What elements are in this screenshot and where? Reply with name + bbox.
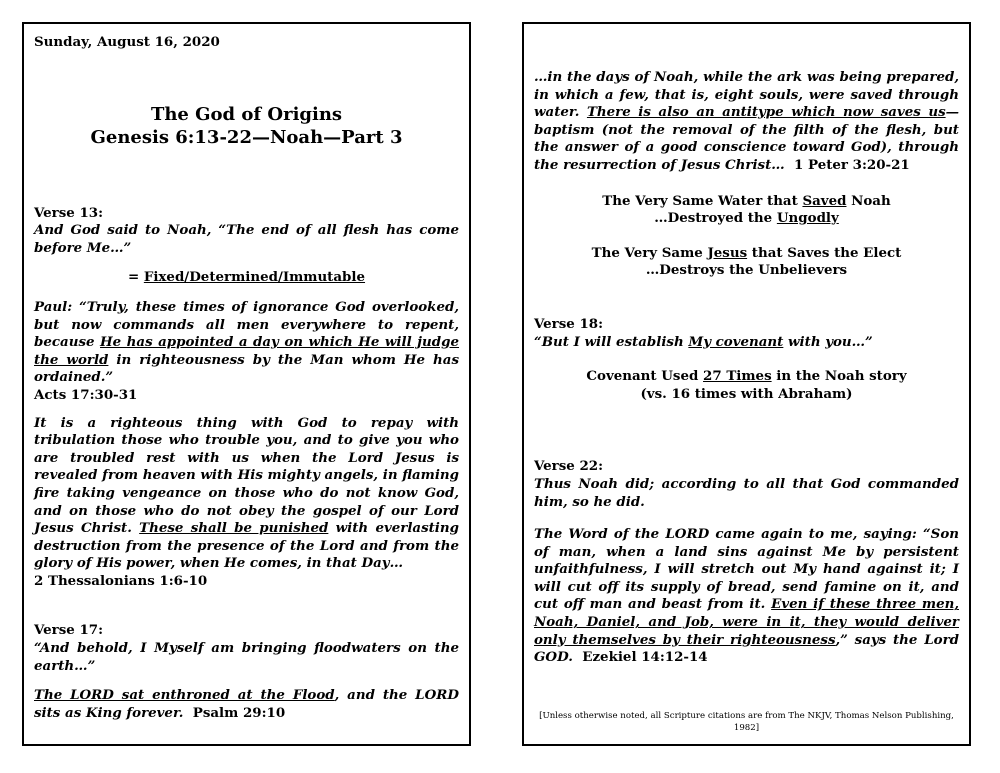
paul-text-b: in righteousness by the Man whom He has ordained.”	[34, 351, 459, 386]
right-page	[522, 22, 971, 746]
fixed-line	[34, 269, 459, 287]
destroyed-line	[534, 210, 959, 228]
peter-text-underlined: There is also an antitype which now saves us	[586, 104, 946, 121]
footer-note: [Unless otherwise noted, all Scripture citations are from The NKJV, Thomas Nelson Publishing, 1982]	[539, 711, 954, 733]
covenant-line	[534, 368, 959, 386]
verse-13-text: And God said to Noah, “The end of all flesh has come before Me…”	[34, 222, 459, 256]
water-text-a: The Very Same Water that	[602, 192, 803, 209]
thess-text-underlined: These shall be punished	[139, 520, 329, 537]
psalm-quote	[34, 687, 459, 722]
covenant-text-underlined: 27 Times	[703, 368, 772, 385]
jesus-text-b: that Saves the Elect	[747, 244, 902, 261]
water-text-underlined: Saved	[802, 192, 847, 209]
covenant-text-b: in the Noah story	[771, 368, 907, 385]
date-line: Sunday, August 16, 2020	[34, 34, 220, 50]
psalm-reference: Psalm 29:10	[192, 704, 286, 721]
left-page-content	[34, 34, 459, 722]
jesus-text-underlined: Jesus	[707, 244, 748, 261]
peter-text-b: —baptism (not the removal of the filth of the flesh, but the answer of a good conscience toward God), through the resurrection of Jesus Christ…	[534, 104, 959, 173]
psalm-text-b: , and the LORD sits as King forever.	[34, 687, 459, 721]
covenant-line-2: (vs. 16 times with Abraham)	[640, 385, 853, 402]
acts-reference: Acts 17:30-31	[34, 386, 138, 403]
thess-text-a: It is a righteous thing with God to repay with tribulation those who trouble you, and to give you who are troubled rest with us when the Lord Jesus is revealed from heaven with His mighty angels, in flaming fire taking vengeance on those who do not know God, and on those who do not obey the gospel of our Lord Jesus Christ.	[34, 414, 460, 537]
peter-text-a: …in the days of Noah, while the ark was being prepared, in which a few, that is, eight souls, were saved through water.	[534, 69, 959, 121]
verse-22-label: Verse 22:	[534, 458, 604, 475]
title-line-1: The God of Origins	[150, 103, 343, 125]
destroyed-text-a: …Destroyed the	[654, 210, 777, 227]
ezekiel-text-a: The Word of the LORD came again to me, saying: “Son of man, when a land sins against Me by persistent unfaithfulness, I will stretch out My hand against it; I will cut off its supply of bread, send famine on it, and cut off man and beast from it.	[534, 526, 959, 613]
verse-17-text: “And behold, I Myself am bringing floodwaters on the earth…”	[34, 640, 459, 674]
ezekiel-text-underlined: Even if these three men, Noah, Daniel, and Job, were in it, they would deliver only themselves by their righteousness	[534, 596, 959, 648]
ezekiel-quote	[534, 526, 959, 667]
covenant-text-a: Covenant Used	[586, 368, 704, 385]
v18-text-b: with you…”	[783, 333, 873, 350]
right-page-content	[534, 34, 959, 667]
peter-quote	[534, 69, 959, 175]
v18-text-a: “But I will establish	[534, 333, 689, 350]
verse-13-label: Verse 13:	[34, 204, 104, 221]
paul-quote	[34, 299, 459, 387]
verse-18-text	[534, 334, 959, 352]
jesus-line	[534, 245, 959, 263]
thessalonians-reference: 2 Thessalonians 1:6-10	[34, 572, 208, 589]
peter-reference: 1 Peter 3:20-21	[794, 156, 910, 173]
verse-17-label: Verse 17:	[34, 622, 104, 639]
ezekiel-text-b: ,” says the Lord GOD.	[534, 631, 959, 666]
jesus-text-a: The Very Same	[591, 244, 708, 261]
thessalonians-quote	[34, 415, 459, 573]
verse-18-label: Verse 18:	[534, 315, 604, 332]
title-line-2: Genesis 6:13-22—Noah—Part 3	[90, 126, 403, 148]
left-page	[22, 22, 471, 746]
ezekiel-reference: Ezekiel 14:12-14	[582, 649, 708, 666]
verse-22-text: Thus Noah did; according to all that God commanded him, so he did.	[534, 475, 959, 510]
v18-text-underlined: My covenant	[688, 333, 784, 350]
fixed-text: Fixed/Determined/Immutable	[143, 269, 366, 286]
psalm-text-underlined: The LORD sat enthroned at the Flood	[34, 687, 335, 704]
thess-text-b: with everlasting destruction from the presence of the Lord and from the glory of His power, when He comes, in that Day…	[34, 520, 459, 572]
water-text-b: Noah	[846, 192, 891, 209]
water-line	[534, 193, 959, 211]
paul-text-a: Paul: “Truly, these times of ignorance God overlooked, but now commands all men everywhere to repent, because	[34, 298, 459, 351]
fixed-prefix: =	[127, 269, 144, 286]
destroyed-text-underlined: Ungodly	[776, 210, 839, 227]
paul-text-underlined: He has appointed a day on which He will judge the world	[34, 334, 460, 368]
destroys-line: …Destroys the Unbelievers	[645, 262, 848, 279]
